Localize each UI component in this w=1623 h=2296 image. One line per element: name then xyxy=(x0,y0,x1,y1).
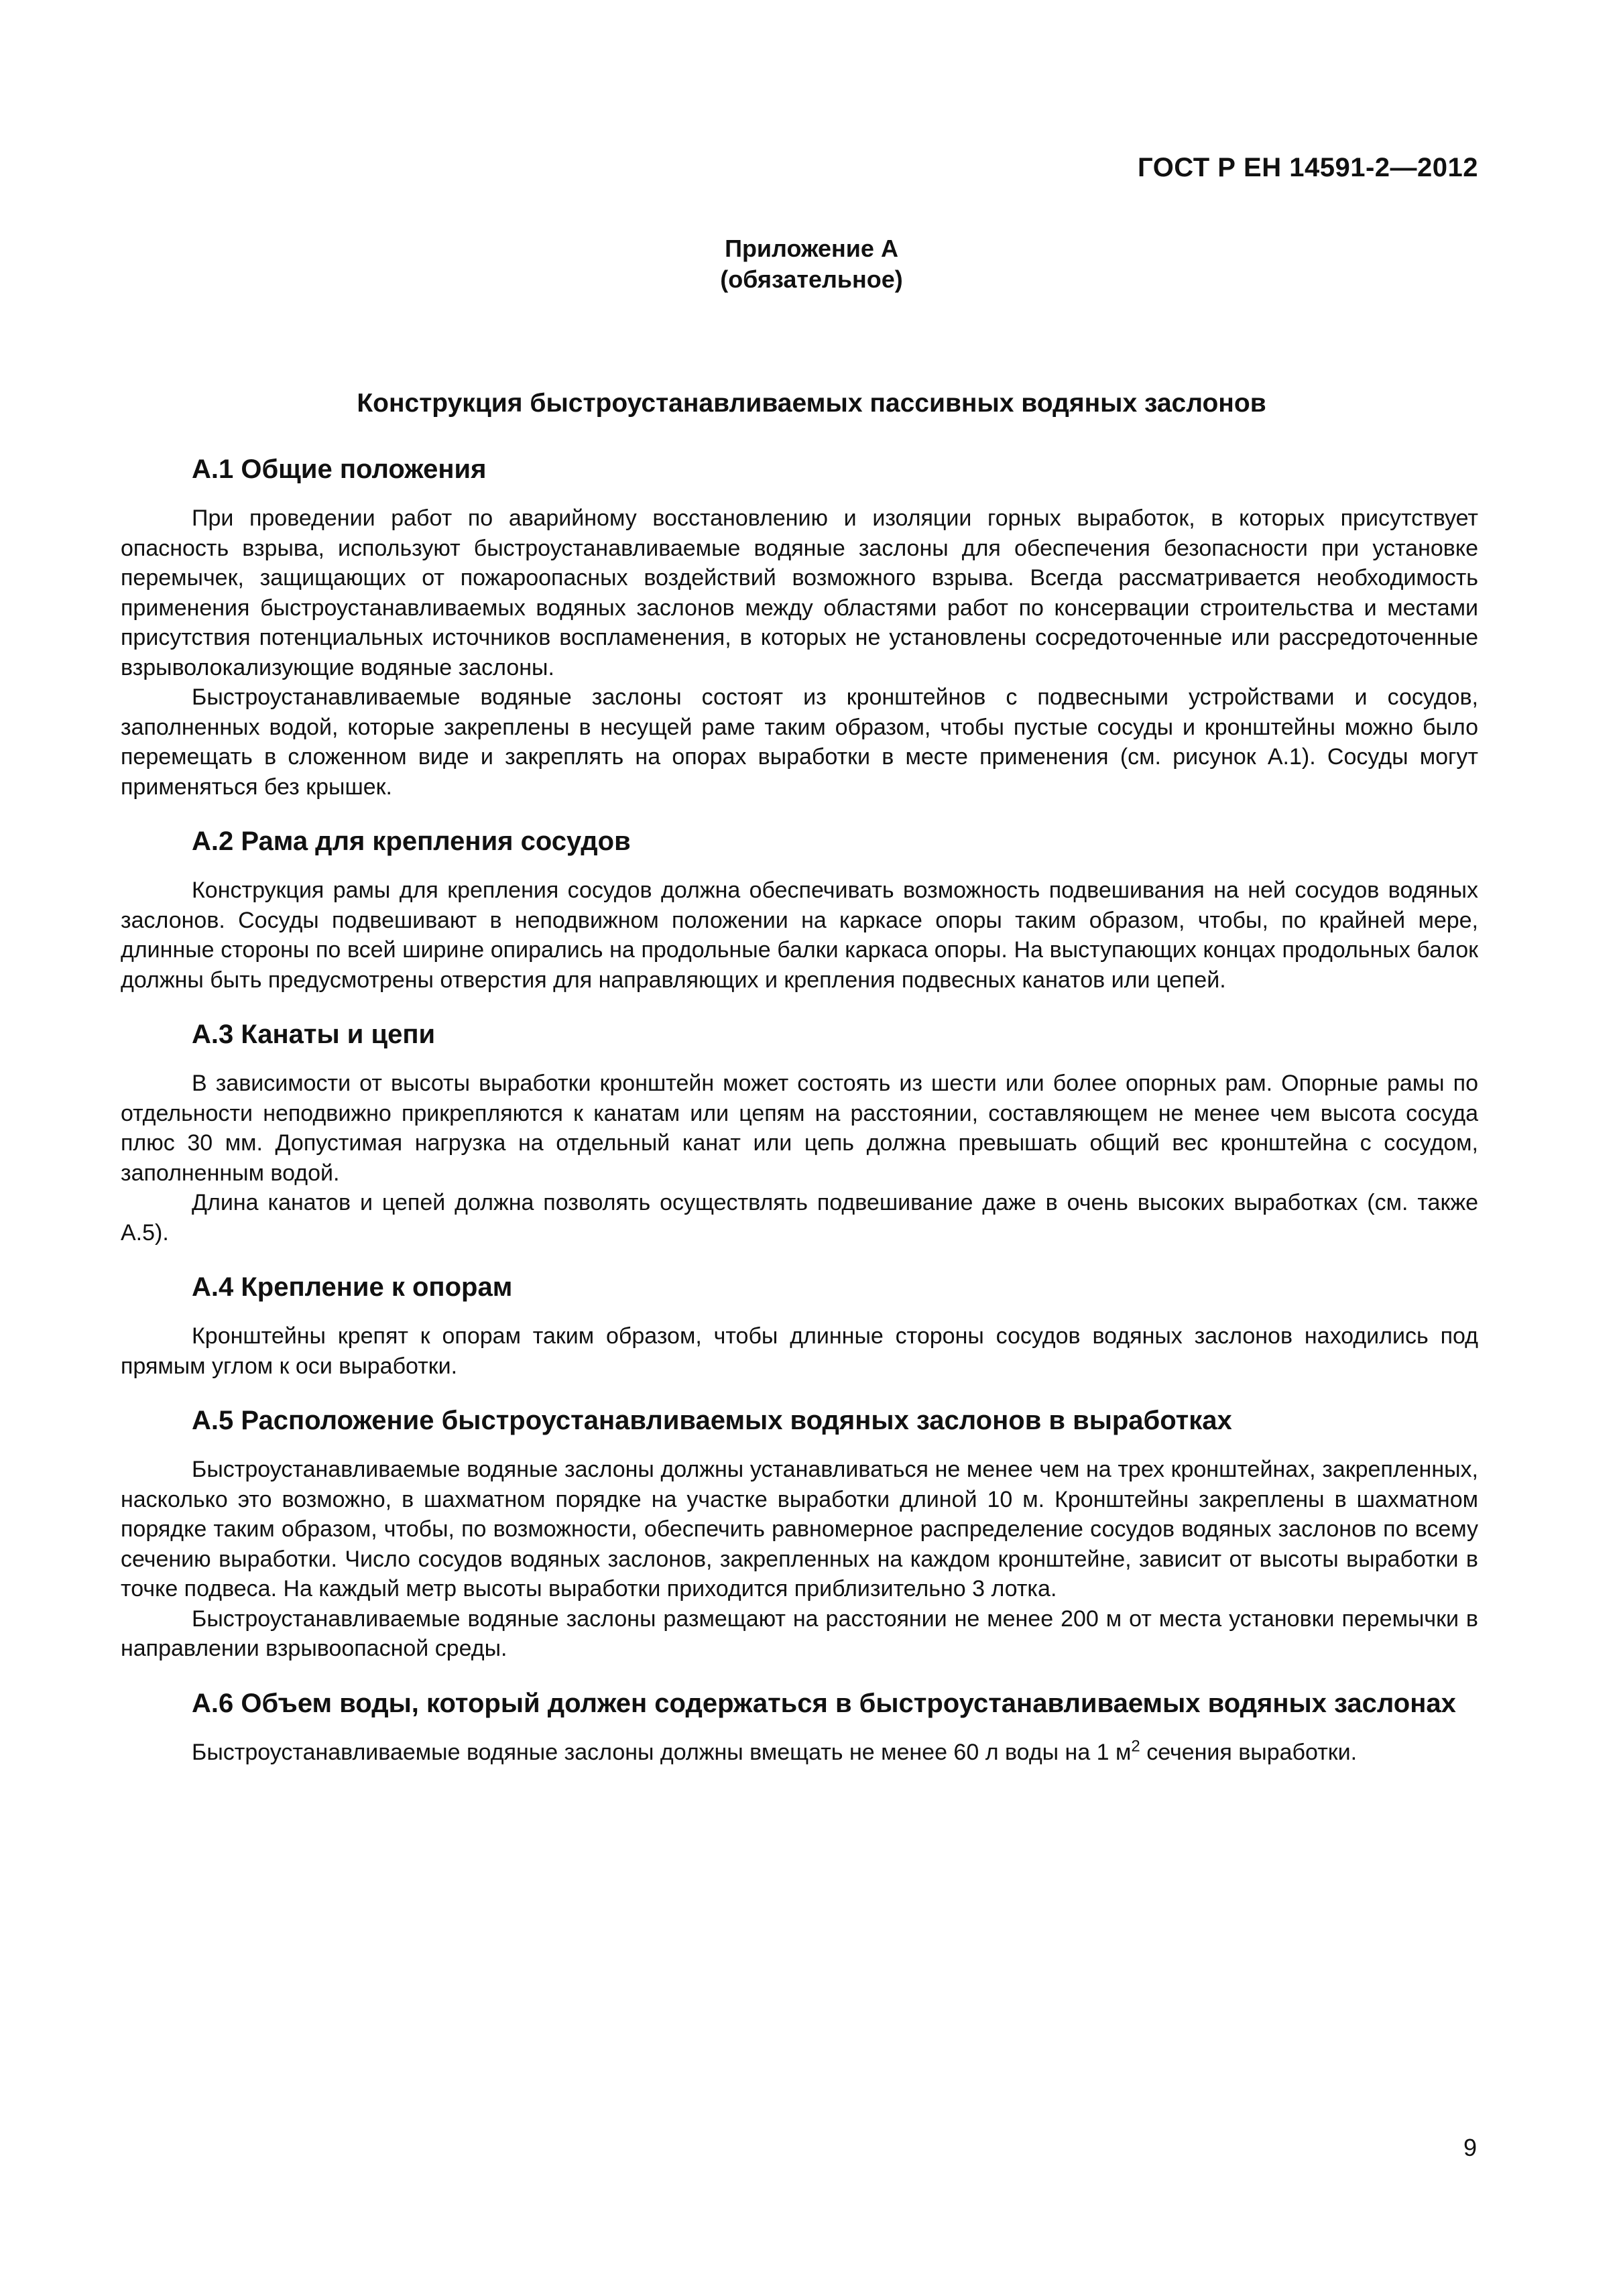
paragraph: Быстроустанавливаемые водяные заслоны состоят из кронштейнов с подвесными устройствами и сосудов, заполненных водой, которые закреплены в несущей раме таким образом, чтобы пустые сосуды и кронштейны можно было перемещать в сложенном виде и закреплять на опорах выработки в месте применения (см. рисунок А.1). Сосуды могут применяться без крышек. xyxy=(121,684,1478,800)
paragraph: При проведении работ по аварийному восстановлению и изоляции горных выработок, в которых присутствует опасность взрыва, используют быстроустанавливаемые водяные заслоны для обеспечения безопасности при установке перемычек, защищающих от пожароопасных воздействий возможного взрыва. Всегда рассматривается необходимость применения быстроустанавливаемых водяных заслонов между областями работ по консервации строительства и местами присутствия потенциальных источников воспламенения, в которых не установлены сосредоточенные или рассредоточенные взрыволокализующие водяные заслоны. xyxy=(121,505,1478,680)
section-a6 xyxy=(121,1687,1478,1768)
section-a1 xyxy=(121,452,1478,802)
document-body xyxy=(121,452,1478,1790)
annex-label-block xyxy=(0,233,1623,295)
paragraph: Быстроустанавливаемые водяные заслоны размещают на расстоянии не менее 200 м от места установки перемычки в направлении взрывоопасной среды. xyxy=(121,1606,1478,1661)
section-a2 xyxy=(121,825,1478,995)
section-heading: А.4 Крепление к опорам xyxy=(192,1272,513,1302)
superscript: 2 xyxy=(1131,1737,1140,1756)
paragraph: Конструкция рамы для крепления сосудов должна обеспечивать возможность подвешивания на ней сосудов водяных заслонов. Сосуды подвешивают в неподвижном положении на каркасе опоры таким образом, чтобы, по крайней мере, длинные стороны по всей ширине опирались на продольные балки каркаса опоры. На выступающих концах продольных балок должны быть предусмотрены отверстия для направляющих и крепления подвесных канатов или цепей. xyxy=(121,878,1478,993)
annex-label: Приложение А xyxy=(725,235,898,262)
section-a3 xyxy=(121,1018,1478,1248)
section-heading: А.3 Канаты и цепи xyxy=(192,1020,436,1049)
paragraph: Быстроустанавливаемые водяные заслоны должны устанавливаться не менее чем на трех кронштейнах, закрепленных, насколько это возможно, в шахматном порядке на участке выработки длиной 10 м. Кронштейны закреплены в шахматном порядке таким образом, чтобы, по возможности, обеспечить равномерное распределение сосудов водяных заслонов по всему сечению выработки. Число сосудов водяных заслонов, закрепленных на каждом кронштейне, зависит от высоты выработки в точке подвеса. На каждый метр высоты выработки приходится приблизительно 3 лотка. xyxy=(121,1457,1478,1602)
paragraph: В зависимости от высоты выработки кронштейн может состоять из шести или более опорных рам. Опорные рамы по отдельности неподвижно прикрепляются к канатам или цепям на расстоянии, составляющем не менее чем высота сосуда плюс 30 мм. Допустимая нагрузка на отдельный канат или цепь должна превышать общий вес кронштейна с сосудом, заполненным водой. xyxy=(121,1071,1478,1186)
paragraph-water-volume xyxy=(121,1738,1478,1768)
annex-title: Конструкция быстроустанавливаемых пассивных водяных заслонов xyxy=(357,389,1266,418)
paragraph-text: Быстроустанавливаемые водяные заслоны должны вмещать не менее 60 л воды на 1 м xyxy=(192,1739,1132,1765)
paragraph-text: сечения выработки. xyxy=(1140,1739,1358,1765)
section-heading: А.6 Объем воды, который должен содержаться в быстроустанавливаемых водяных заслонах xyxy=(192,1688,1456,1718)
paragraph: Длина канатов и цепей должна позволять осуществлять подвешивание даже в очень высоких выработках (см. также А.5). xyxy=(121,1190,1478,1246)
section-a5 xyxy=(121,1404,1478,1664)
standard-number: ГОСТ Р ЕН 14591-2—2012 xyxy=(1138,153,1478,182)
section-heading: А.2 Рама для крепления сосудов xyxy=(192,827,631,856)
page-number: 9 xyxy=(1463,2134,1477,2161)
section-a4 xyxy=(121,1270,1478,1381)
annex-status: (обязательное) xyxy=(720,265,903,293)
section-heading: А.5 Расположение быстроустанавливаемых водяных заслонов в выработках xyxy=(192,1406,1232,1435)
paragraph: Кронштейны крепят к опорам таким образом, чтобы длинные стороны сосудов водяных заслонов находились под прямым углом к оси выработки. xyxy=(121,1323,1478,1379)
section-heading: А.1 Общие положения xyxy=(192,455,487,484)
